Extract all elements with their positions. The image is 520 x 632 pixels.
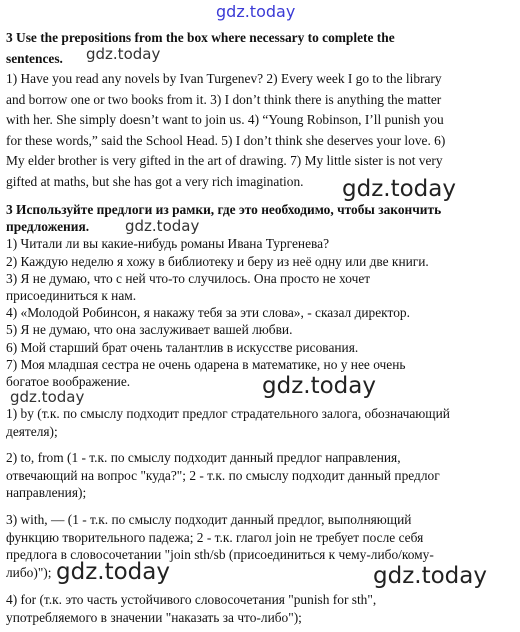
watermark: gdz.today xyxy=(125,217,200,235)
watermark: gdz.today xyxy=(342,176,456,202)
watermark-top: gdz.today xyxy=(216,2,296,21)
english-heading-line: sentences. xyxy=(6,50,63,66)
russian-task xyxy=(6,201,514,390)
answer-line: употребляемого в значении "наказать за что-либо"); xyxy=(6,609,302,625)
russian-body-line: присоединиться к нам. xyxy=(6,288,137,304)
english-heading-line: 3 Use the prepositions from the box where necessary to complete the xyxy=(6,30,395,45)
watermark: gdz.today xyxy=(262,373,376,399)
answer-3 xyxy=(6,511,514,581)
russian-body-line: 2) Каждую неделю я хожу в библиотеку и беру из неё одну или две книги. xyxy=(6,253,429,269)
answer-line: функцию творительного падежа; 2 - т.к. глагол join не требует после себя xyxy=(6,529,424,545)
answer-line: направления); xyxy=(6,485,87,501)
english-task xyxy=(6,28,514,192)
russian-heading-line: предложения. xyxy=(6,219,90,235)
russian-body-line: 3) Я не думаю, что с ней что-то случилось. Она просто не хочет xyxy=(6,270,371,286)
answer-line: 3) with, — (1 - т.к. по смыслу подходит данный предлог, выполняющий xyxy=(6,512,412,527)
answer-line: деятеля); xyxy=(6,423,58,439)
russian-body-line: 6) Мой старший брат очень талантлив в искусстве рисования. xyxy=(6,339,359,355)
english-body-line: for these words,” said the School Head. 5) I don’t think she deserves your love. 6) xyxy=(6,132,446,148)
english-body-line: with her. She simply doesn’t want to join us. 4) “Young Robinson, I’ll punish you xyxy=(6,112,444,127)
russian-body-line: 7) Моя младшая сестра не очень одарена в математике, но у нее очень xyxy=(6,356,406,372)
russian-body-line: 5) Я не думаю, что она заслуживает вашей любви. xyxy=(6,322,293,338)
russian-heading-line: 3 Используйте предлоги из рамки, где это необходимо, чтобы закончить xyxy=(6,202,442,217)
answer-line: отвечающий на вопрос "куда?"; 2 - т.к. по смыслу подходит данный предлог xyxy=(6,467,440,483)
english-body-line: 1) Have you read any novels by Ivan Turgenev? 2) Every week I go to the library xyxy=(6,71,442,86)
watermark: gdz.today xyxy=(10,388,85,406)
answer-1 xyxy=(6,405,514,440)
answer-line: либо)"); xyxy=(6,564,52,580)
russian-body-line: богатое воображение. xyxy=(6,374,131,390)
answer-2 xyxy=(6,449,514,502)
russian-body-line: 1) Читали ли вы какие-нибудь романы Ивана Тургенева? xyxy=(6,236,330,252)
answer-4 xyxy=(6,591,514,626)
answer-line: 4) for (т.к. это часть устойчивого словосочетания "punish for sth", xyxy=(6,592,377,607)
answer-line: 1) by (т.к. по смыслу подходит предлог страдательного залога, обозначающий xyxy=(6,406,450,421)
answer-line: 2) to, from (1 - т.к. по смыслу подходит данный предлог направления, xyxy=(6,450,401,465)
russian-body-line: 4) «Молодой Робинсон, я накажу тебя за эти слова», - сказал директор. xyxy=(6,305,410,321)
watermark: gdz.today xyxy=(56,559,170,585)
watermark: gdz.today xyxy=(86,45,161,63)
watermark: gdz.today xyxy=(373,563,487,589)
english-body-line: gifted at maths, but she has got a very rich imagination. xyxy=(6,173,304,189)
english-body-line: and borrow one or two books from it. 3) I don’t think there is anything the matter xyxy=(6,91,442,107)
english-body-line: My elder brother is very gifted in the art of drawing. 7) My little sister is not very xyxy=(6,153,443,168)
answer-line: предлога в словосочетании "join sth/sb (присоединиться к чему-либо/кому- xyxy=(6,547,434,563)
